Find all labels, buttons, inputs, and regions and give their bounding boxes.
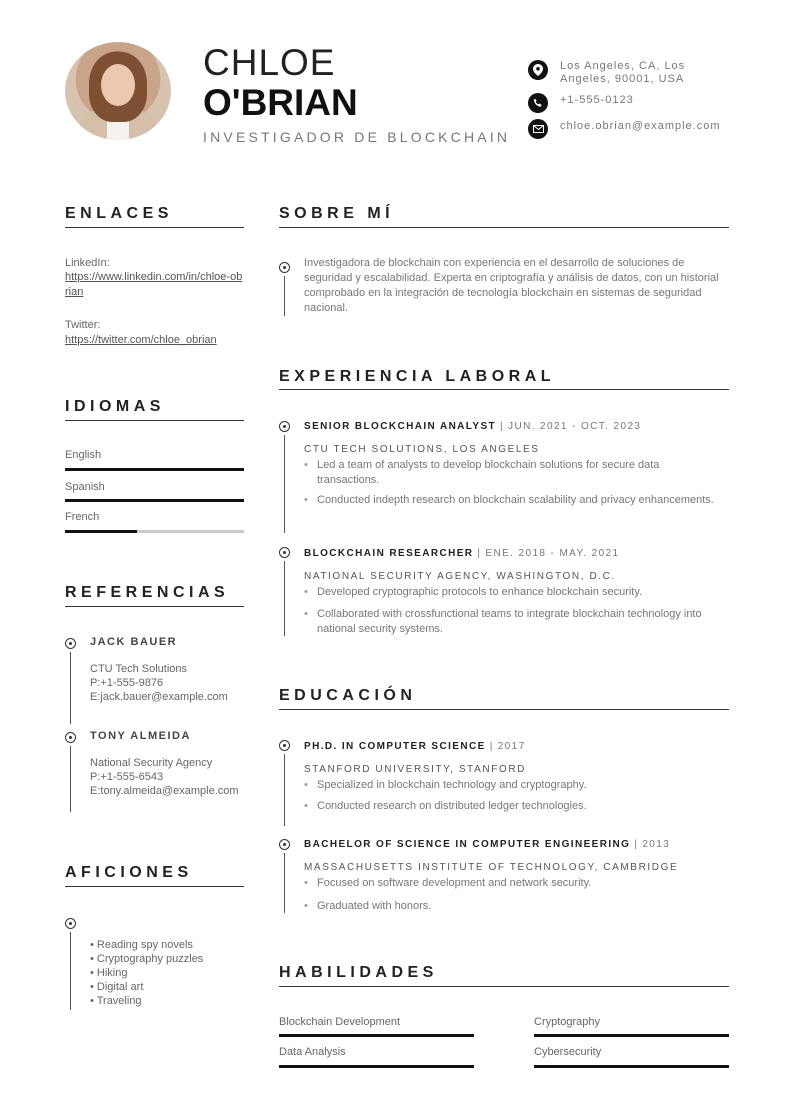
contact-phone [528, 93, 730, 113]
skill-bar [279, 1065, 474, 1068]
degree-title: PH.D. IN COMPUTER SCIENCE [304, 741, 486, 752]
timeline-line [70, 652, 71, 724]
timeline-dot [279, 421, 290, 432]
job-heading: BLOCKCHAIN RESEARCHER | ENE. 2018 - MAY. 2021 [304, 548, 620, 559]
reference-phone: P:+1-555-6543 [90, 771, 164, 783]
linkedin-label: LinkedIn: [65, 257, 110, 269]
reference-name: TONY ALMEIDA [90, 730, 191, 742]
school-name: STANFORD UNIVERSITY, STANFORD [304, 764, 526, 775]
hobby-item: • Reading spy novels [90, 939, 193, 951]
reference-name: JACK BAUER [90, 636, 178, 648]
degree-date: 2017 [497, 741, 526, 752]
education-bullet: • Conducted research on distributed ledger technologies. [304, 799, 724, 814]
section-divider [65, 227, 244, 228]
job-title: BLOCKCHAIN RESEARCHER [304, 548, 474, 559]
timeline-dot [279, 547, 290, 558]
timeline-line [70, 746, 71, 812]
section-divider [65, 606, 244, 607]
skill-bar [534, 1065, 729, 1068]
job-title: SENIOR BLOCKCHAIN ANALYST [304, 421, 497, 432]
degree-date: 2013 [642, 839, 671, 850]
education-heading: BACHELOR OF SCIENCE IN COMPUTER ENGINEERING | 2013 [304, 839, 671, 850]
language-level-fill [65, 468, 244, 471]
hobby-item: • Traveling [90, 995, 142, 1007]
language-name: English [65, 449, 102, 461]
job-bullet: • Collaborated with crossfunctional teams to integrate blockchain technology into national security systems. [304, 607, 724, 636]
section-title-about: SOBRE MÍ [279, 205, 395, 222]
skill-name: Data Analysis [279, 1046, 346, 1058]
timeline-dot [65, 638, 76, 649]
section-title-links: ENLACES [65, 205, 173, 222]
job-title: INVESTIGADOR DE BLOCKCHAIN [203, 129, 511, 145]
education-bullet: • Specialized in blockchain technology and cryptography. [304, 778, 724, 793]
twitter-label: Twitter: [65, 319, 101, 331]
contact-address [528, 60, 730, 86]
email-text: chloe.obrian@example.com [560, 120, 721, 132]
timeline-dot [279, 740, 290, 751]
language-level-bar [65, 530, 244, 533]
timeline-line [284, 561, 285, 636]
last-name: O'BRIAN [203, 82, 358, 123]
section-title-education: EDUCACIÓN [279, 687, 417, 704]
about-text: Investigadora de blockchain con experiencia en el desarrollo de soluciones de seguridad y escalabilidad. Experta en criptografía y análisis de datos, con un historial comprobado en la integración de tecnología blockchain en sistemas de seguridad nacional. [304, 257, 719, 314]
linkedin-link[interactable]: https://www.linkedin.com/in/chloe-obrian [65, 271, 243, 298]
section-divider [279, 227, 729, 228]
school-name: MASSACHUSETTS INSTITUTE OF TECHNOLOGY, CAMBRIDGE [304, 862, 679, 873]
timeline-dot [65, 918, 76, 929]
degree-title: BACHELOR OF SCIENCE IN COMPUTER ENGINEERING [304, 839, 631, 850]
education-bullet: • Graduated with honors. [304, 899, 724, 914]
timeline-line [284, 853, 285, 913]
reference-email: E:tony.almeida@example.com [90, 785, 239, 797]
job-bullet: • Developed cryptographic protocols to enhance blockchain security. [304, 585, 724, 600]
skill-bar [279, 1034, 474, 1037]
contact-email [528, 119, 730, 139]
section-divider [279, 389, 729, 390]
job-heading: SENIOR BLOCKCHAIN ANALYST | JUN. 2021 - OCT. 2023 [304, 421, 642, 432]
skill-bar [534, 1034, 729, 1037]
skill-name: Cybersecurity [534, 1046, 602, 1058]
hobbies-list [90, 938, 203, 1008]
language-name: Spanish [65, 481, 105, 493]
phone-icon [528, 93, 548, 113]
section-title-experience: EXPERIENCIA LABORAL [279, 368, 556, 385]
timeline-line [70, 932, 71, 1010]
job-bullet: • Led a team of analysts to develop blockchain solutions for secure data transactions. [304, 458, 724, 487]
envelope-icon [528, 119, 548, 139]
timeline-dot [279, 262, 290, 273]
job-date: JUN. 2021 - OCT. 2023 [508, 421, 642, 432]
hobby-item: • Digital art [90, 981, 144, 993]
job-company: CTU TECH SOLUTIONS, LOS ANGELES [304, 444, 540, 455]
timeline-dot [65, 732, 76, 743]
language-level-fill [65, 499, 244, 502]
reference-company: CTU Tech Solutions [90, 663, 188, 675]
timeline-line [284, 276, 285, 316]
education-heading: PH.D. IN COMPUTER SCIENCE | 2017 [304, 741, 526, 752]
phone-text: +1-555-0123 [560, 94, 634, 106]
language-name: French [65, 511, 100, 523]
section-title-skills: HABILIDADES [279, 964, 438, 981]
job-bullet: • Conducted indepth research on blockchain scalability and privacy enhancements. [304, 493, 724, 508]
reference-email: E:jack.bauer@example.com [90, 691, 228, 703]
job-date: ENE. 2018 - MAY. 2021 [485, 548, 620, 559]
first-name: CHLOE [203, 42, 336, 83]
section-title-references: REFERENCIAS [65, 584, 230, 601]
profile-photo [65, 42, 171, 140]
language-level-bar [65, 499, 244, 502]
job-company: NATIONAL SECURITY AGENCY, WASHINGTON, D.C. [304, 571, 616, 582]
location-pin-icon [528, 60, 548, 80]
section-divider [279, 986, 729, 987]
hobby-item: • Hiking [90, 967, 128, 979]
hobby-item: • Cryptography puzzles [90, 953, 204, 965]
timeline-line [284, 435, 285, 533]
section-title-languages: IDIOMAS [65, 398, 165, 415]
address-text: Los Angeles, CA, Los Angeles, 90001, USA [560, 60, 686, 85]
timeline-line [284, 754, 285, 826]
skill-name: Cryptography [534, 1016, 601, 1028]
timeline-dot [279, 839, 290, 850]
reference-phone: P:+1-555-9876 [90, 677, 164, 689]
language-level-fill [65, 530, 137, 533]
reference-company: National Security Agency [90, 757, 213, 769]
section-divider [65, 886, 244, 887]
skill-name: Blockchain Development [279, 1016, 401, 1028]
education-bullet: • Focused on software development and network security. [304, 876, 724, 891]
language-level-bar [65, 468, 244, 471]
twitter-link[interactable]: https://twitter.com/chloe_obrian [65, 334, 217, 346]
section-divider [279, 709, 729, 710]
section-divider [65, 420, 244, 421]
section-title-hobbies: AFICIONES [65, 864, 193, 881]
